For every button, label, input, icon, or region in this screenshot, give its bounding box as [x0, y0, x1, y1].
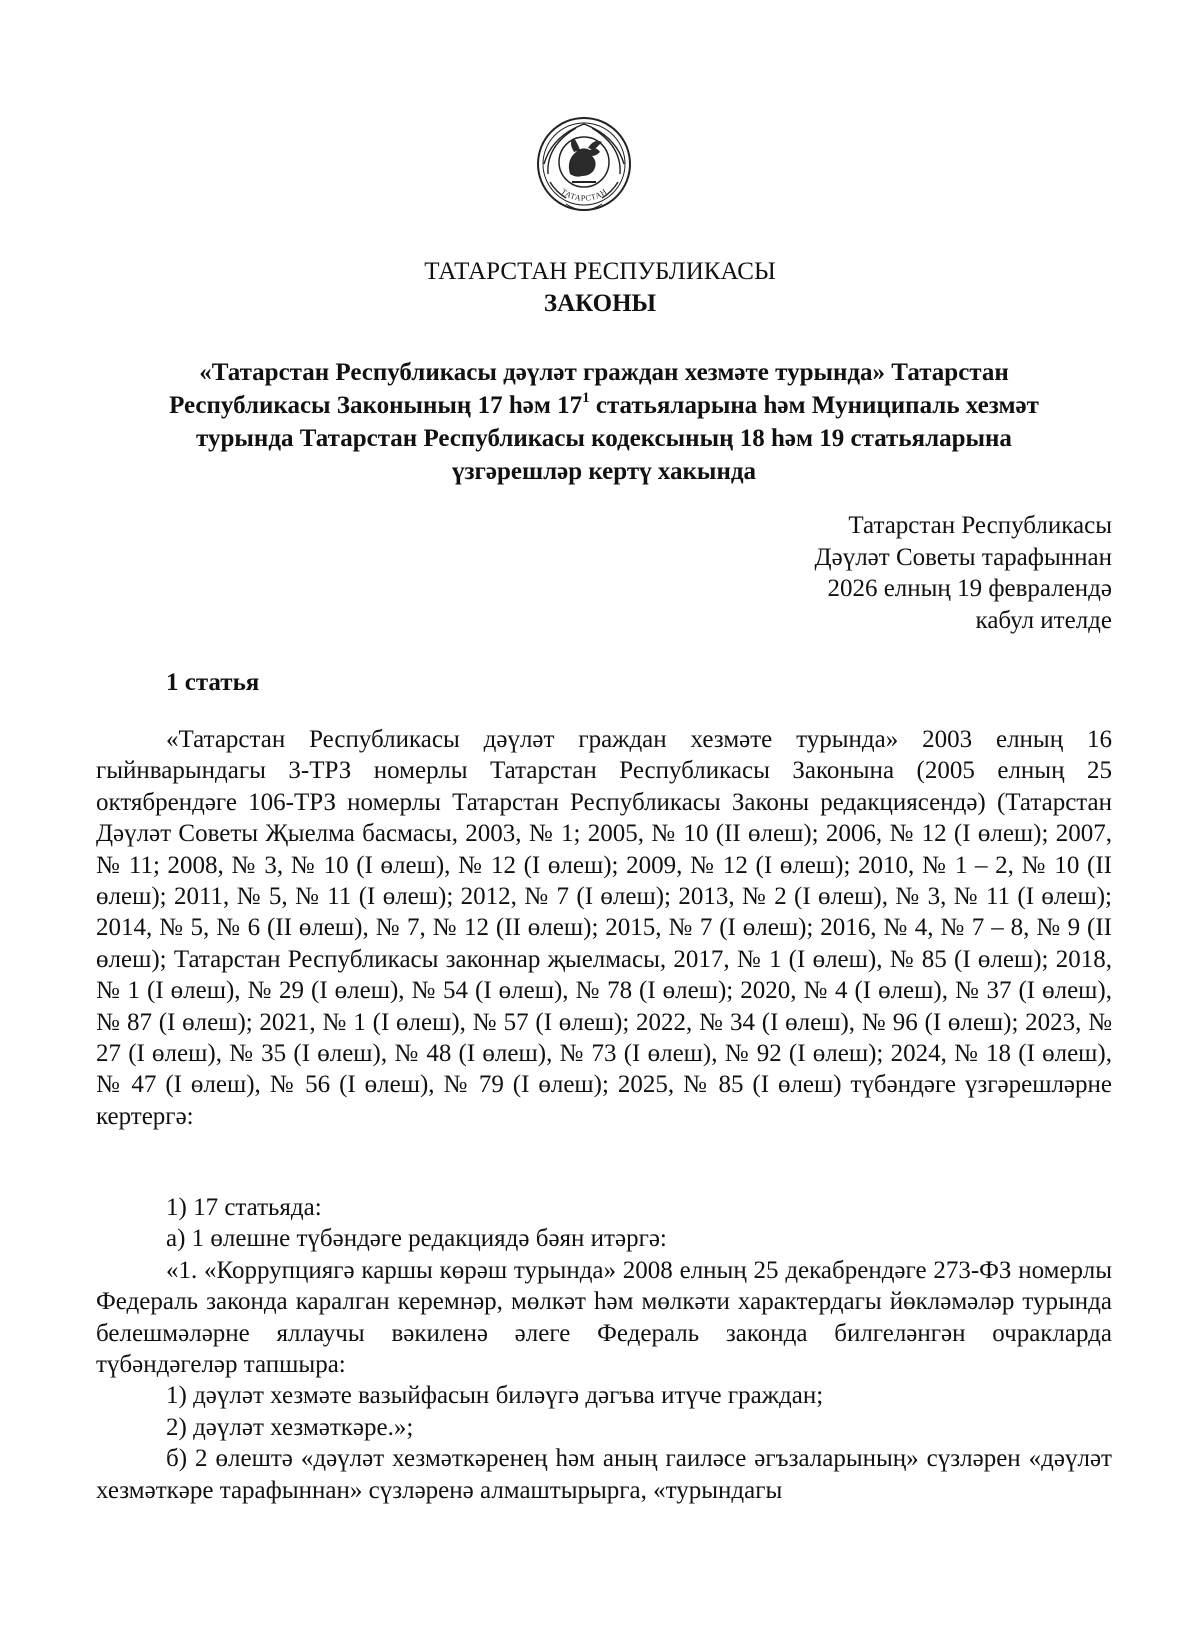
title-line-part: Республикасы Законының 17 һәм 17 — [169, 392, 583, 419]
title-superscript: 1 — [582, 390, 590, 406]
title-line — [96, 389, 1112, 422]
title-line: турында Татарстан Республикасы кодексының 18 һәм 19 статьяларына — [196, 425, 1012, 452]
tatarstan-emblem-icon — [532, 112, 636, 224]
article-title: 1 статья — [166, 669, 260, 696]
list-item: «1. «Коррупциягә каршы көрәш турында» 2008 елның 25 декабрендәге 273-ФЗ номерлы Федераль законда каралган керемнәр, мөлкәт һәм мөлкәти характердагы йөкләмәләр турында белешмәләрне яллаучы вәкиленә әлеге Федераль законда билгеләнгән очракларда түбәндәгеләр тапшыра: — [96, 1256, 1112, 1379]
adoption-line: кабул ителде — [975, 606, 1112, 634]
paragraph: «Татарстан Республикасы дәүләт граждан хезмәте турында» 2003 елның 16 гыйнварындагы 3-ТРЗ номерлы Татарстан Республикасы Законына (2005 елның 25 октябрендәге 106-ТРЗ номерлы Татарстан Республикасы Законы редакциясендә) (Татарстан Дәүләт Советы Җыелма басмасы, 2003, № 1; 2005, № 10 (II өлеш); 2006, № 12 (I өлеш); 2007, № 11; 2008, № 3, № 10 (I өлеш), № 12 (I өлеш); 2009, № 12 (I өлеш); 2010, № 1 – 2, № 10 (II өлеш); 2011, № 5, № 11 (I өлеш); 2012, № 7 (I өлеш); 2013, № 2 (I өлеш), № 3, № 11 (I өлеш); 2014, № 5, № 6 (II өлеш), № 7, № 12 (II өлеш); 2015, № 7 (I өлеш); 2016, № 4, № 7 – 8, № 9 (II өлеш); Татарстан Республикасы законнар җыелмасы, 2017, № 1 (I өлеш), № 85 (I өлеш); 2018, № 1 (I өлеш), № 29 (I өлеш), № 54 (I өлеш), № 78 (I өлеш); 2020, № 4 (I өлеш), № 37 (I өлеш), № 87 (I өлеш); 2021, № 1 (I өлеш), № 57 (I өлеш); 2022, № 34 (I өлеш), № 96 (I өлеш); 2023, № 27 (I өлеш), № 35 (I өлеш), № 48 (I өлеш), № 73 (I өлеш), № 92 (I өлеш); 2024, № 18 (I өлеш), № 47 (I өлеш), № 56 (I өлеш), № 79 (I өлеш); 2025, № 85 (I өлеш) түбәндәге үзгәрешләрне кертергә: — [96, 726, 1112, 1130]
adoption-block — [712, 510, 1112, 636]
svg-text:ТАТАРСТАН: ТАТАРСТАН — [559, 186, 609, 203]
adoption-line: Татарстан Республикасы — [848, 512, 1112, 539]
law-title — [96, 356, 1112, 488]
list-item: 1) дәүләт хезмәте вазыйфасын биләүгә дәгъва итүче граждан; — [166, 1382, 824, 1410]
list-item: а) 1 өлешне түбәндәге редакциядә бәян итәргә: — [166, 1225, 667, 1253]
adoption-line: 2026 елның 19 февралендә — [827, 575, 1112, 602]
title-line: үзгәрешләр кертү хакында — [451, 458, 756, 485]
title-line-part: статьяларына һәм Муниципаль хезмәт — [589, 392, 1039, 419]
adoption-line: Дәүләт Советы тарафыннан — [814, 543, 1112, 571]
list-item: б) 2 өлештә «дәүләт хезмәткәренең һәм аның гаиләсе әгъзаларының» сүзләрен «дәүләт хезмәткәре тарафыннан» сүзләренә алмаштырырга, «турындагы — [96, 1445, 1112, 1504]
list-item: 2) дәүләт хезмәткәре.»; — [166, 1413, 414, 1441]
list-item: 1) 17 статьяда: — [166, 1194, 322, 1221]
article-intro-paragraph — [96, 724, 1112, 1132]
amendment-list — [96, 1192, 1112, 1506]
law-heading: ЗАКОНЫ — [543, 290, 657, 317]
republic-heading: ТАТАРСТАН РЕСПУБЛИКАСЫ — [424, 258, 776, 285]
title-line: «Татарстан Республикасы дәүләт граждан хезмәте турында» Татарстан — [199, 359, 1009, 386]
